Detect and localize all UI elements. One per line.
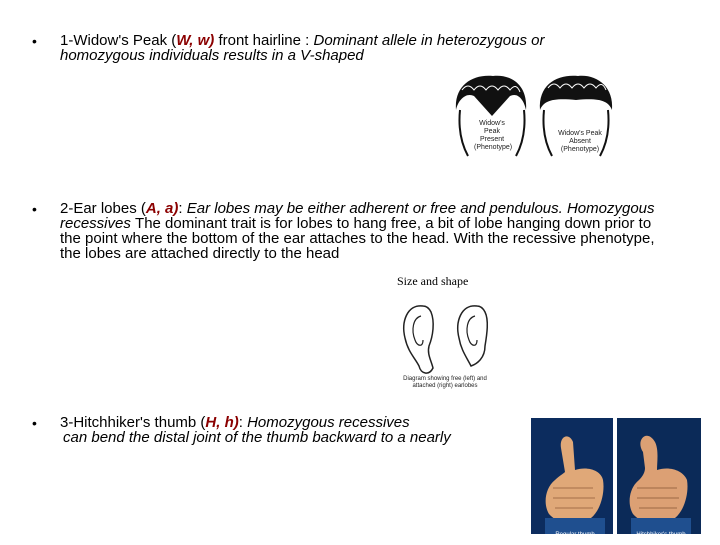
item-2-colon: :	[178, 200, 183, 217]
ear-caption: Diagram showing free (left) and attached (right) earlobes	[403, 376, 487, 389]
item-2-prefix: 2-Ear lobes (	[60, 200, 146, 217]
ear-figure-title: Size and shape	[397, 274, 469, 288]
widows-peak-figure	[448, 70, 618, 158]
item-1-prefix: 1-Widow's Peak (	[60, 32, 177, 49]
item-2-italic: Ear lobes may be either adherent or free and pendulous. Homozygous recessives	[60, 200, 655, 232]
item-3-colon: :	[238, 414, 243, 431]
item-3-prefix: 3-Hitchhiker's thumb (	[60, 414, 206, 431]
item-2-genes: A, a)	[145, 200, 179, 217]
hitchhiker-thumb-label: Hitchhiker's thumb	[636, 532, 686, 538]
item-1-genes: W, w)	[176, 32, 215, 49]
widows-peak-present-label: Widow's Peak Present (Phenotype)	[474, 120, 513, 151]
item-3-line1: Homozygous recessives	[242, 414, 410, 431]
item-3-genes: H, h)	[205, 414, 239, 431]
item-3-line2: can bend the distal joint of the thumb backward to a nearly	[63, 429, 451, 446]
bullet-1: •	[32, 33, 37, 49]
item-hitchhikers-thumb	[60, 415, 520, 445]
ear-drawing	[395, 274, 495, 392]
item-1-mid: front hairline :	[214, 32, 314, 49]
thumb-figure	[531, 418, 701, 540]
widows-peak-absent-label: Widow's Peak Absent (Phenotype)	[558, 130, 602, 153]
thumb-photos	[531, 418, 701, 540]
bullet-3: •	[32, 415, 37, 431]
item-1-rest-line1: Dominant allele in heterozygous or	[313, 32, 545, 49]
item-2-rest: The dominant trait is for lobes to hang free, a bit of lobe hanging down prior to the point where the bottom of the ear attaches to the head. With the recessive phenotype, the lobes are attached directly to the head	[60, 215, 655, 262]
item-widows-peak	[60, 33, 680, 63]
item-1-rest-line2: homozygous individuals results in a V-shaped	[60, 47, 364, 64]
ear-figure	[395, 274, 495, 392]
regular-thumb-label: Regular thumb	[555, 532, 595, 538]
item-ear-lobes	[60, 201, 656, 261]
bullet-2: •	[32, 201, 37, 217]
